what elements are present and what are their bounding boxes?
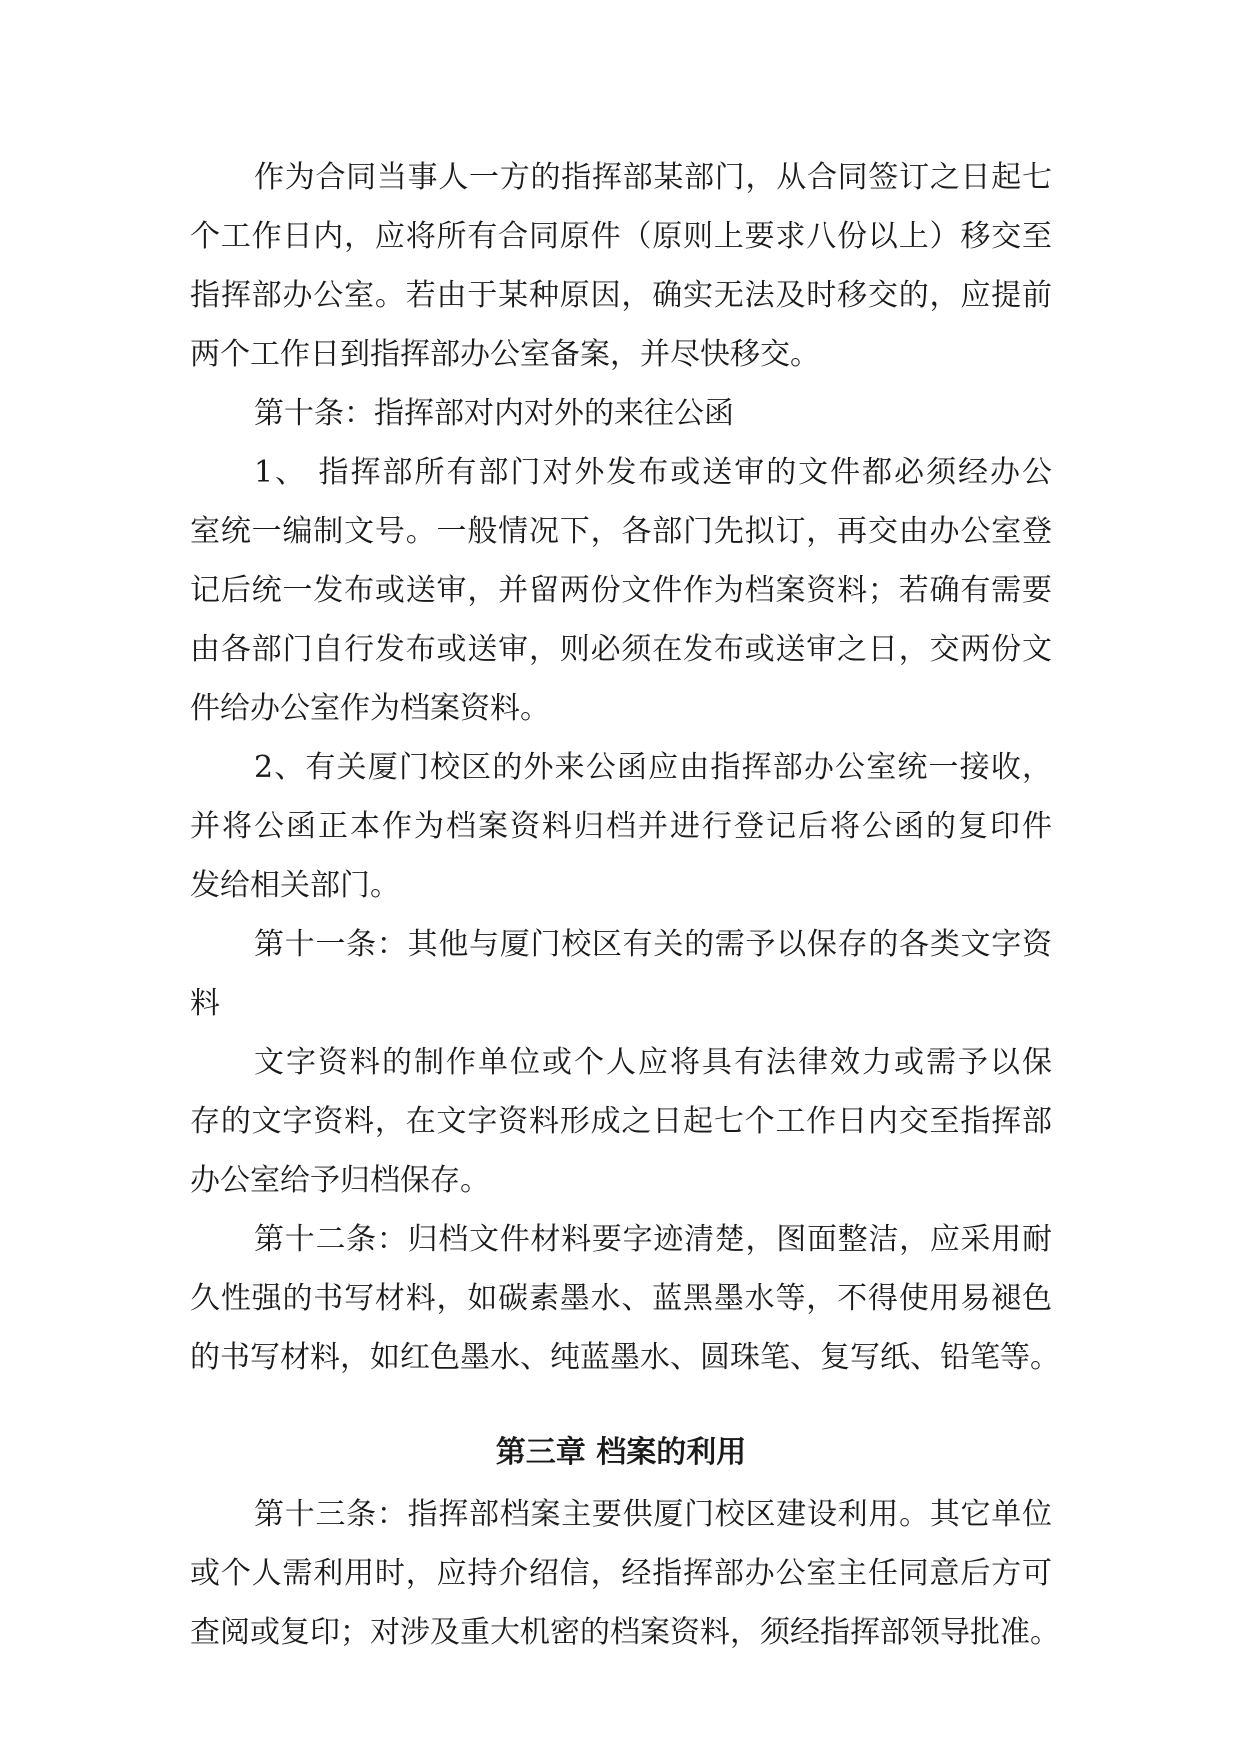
- chapter-title: 第三章 档案的利用: [495, 1435, 747, 1470]
- text-line: 或个人需利用时，应持介绍信，经指挥部办公室主任同意后方可: [190, 1556, 1052, 1591]
- article-10-heading: [190, 384, 1052, 443]
- article-10-item-1: [190, 443, 1052, 738]
- article-13: [190, 1485, 1060, 1662]
- text-line: 第十条：指挥部对内对外的来往公函: [254, 396, 734, 431]
- text-line: 由各部门自行发布或送审，则必须在发布或送审之日，交两份文: [190, 632, 1052, 667]
- text-line: 料: [190, 986, 220, 1021]
- text-line: 两个工作日到指挥部办公室备案，并尽快移交。: [190, 337, 820, 372]
- article-10-item-2: [190, 738, 1052, 915]
- paragraph-contract-handover: [190, 148, 1052, 384]
- text-line: 的书写材料，如红色墨水、纯蓝墨水、圆珠笔、复写纸、铅笔等。: [190, 1340, 1060, 1375]
- text-line: 发给相关部门。: [190, 868, 400, 903]
- text-line: 存的文字资料，在文字资料形成之日起七个工作日内交至指挥部: [190, 1104, 1052, 1139]
- text-line: 第十三条：指挥部档案主要供厦门校区建设利用。其它单位: [254, 1497, 1052, 1532]
- section-spacer: [190, 1387, 1052, 1421]
- text-line: 件给办公室作为档案资料。: [190, 691, 550, 726]
- text-line: 文字资料的制作单位或个人应将具有法律效力或需予以保: [254, 1045, 1052, 1080]
- article-11-body: [190, 1033, 1052, 1210]
- document-page: [190, 148, 1060, 1662]
- text-line: 第十二条：归档文件材料要字迹清楚，图面整洁，应采用耐: [254, 1222, 1052, 1257]
- text-line: 作为合同当事人一方的指挥部某部门，从合同签订之日起七: [254, 160, 1052, 195]
- text-line: 指挥部办公室。若由于某种原因，确实无法及时移交的，应提前: [190, 278, 1052, 313]
- text-line: 并将公函正本作为档案资料归档并进行登记后将公函的复印件: [190, 809, 1052, 844]
- article-12: [190, 1210, 1060, 1387]
- text-line: 久性强的书写材料，如碳素墨水、蓝黑墨水等，不得使用易褪色: [190, 1281, 1052, 1316]
- text-line: 室统一编制文号。一般情况下，各部门先拟订，再交由办公室登: [190, 514, 1052, 549]
- text-line: 2、有关厦门校区的外来公函应由指挥部办公室统一接收，: [254, 750, 1052, 785]
- article-11-heading: [190, 915, 1052, 1033]
- text-line: 个工作日内，应将所有合同原件（原则上要求八份以上）移交至: [190, 219, 1052, 254]
- text-line: 第十一条：其他与厦门校区有关的需予以保存的各类文字资: [254, 927, 1052, 962]
- text-line: 办公室给予归档保存。: [190, 1163, 490, 1198]
- text-line: 查阅或复印；对涉及重大机密的档案资料，须经指挥部领导批准。: [190, 1615, 1060, 1650]
- text-line: 记后统一发布或送审，并留两份文件作为档案资料；若确有需要: [190, 573, 1052, 608]
- text-line: 1、 指挥部所有部门对外发布或送审的文件都必须经办公: [254, 455, 1052, 490]
